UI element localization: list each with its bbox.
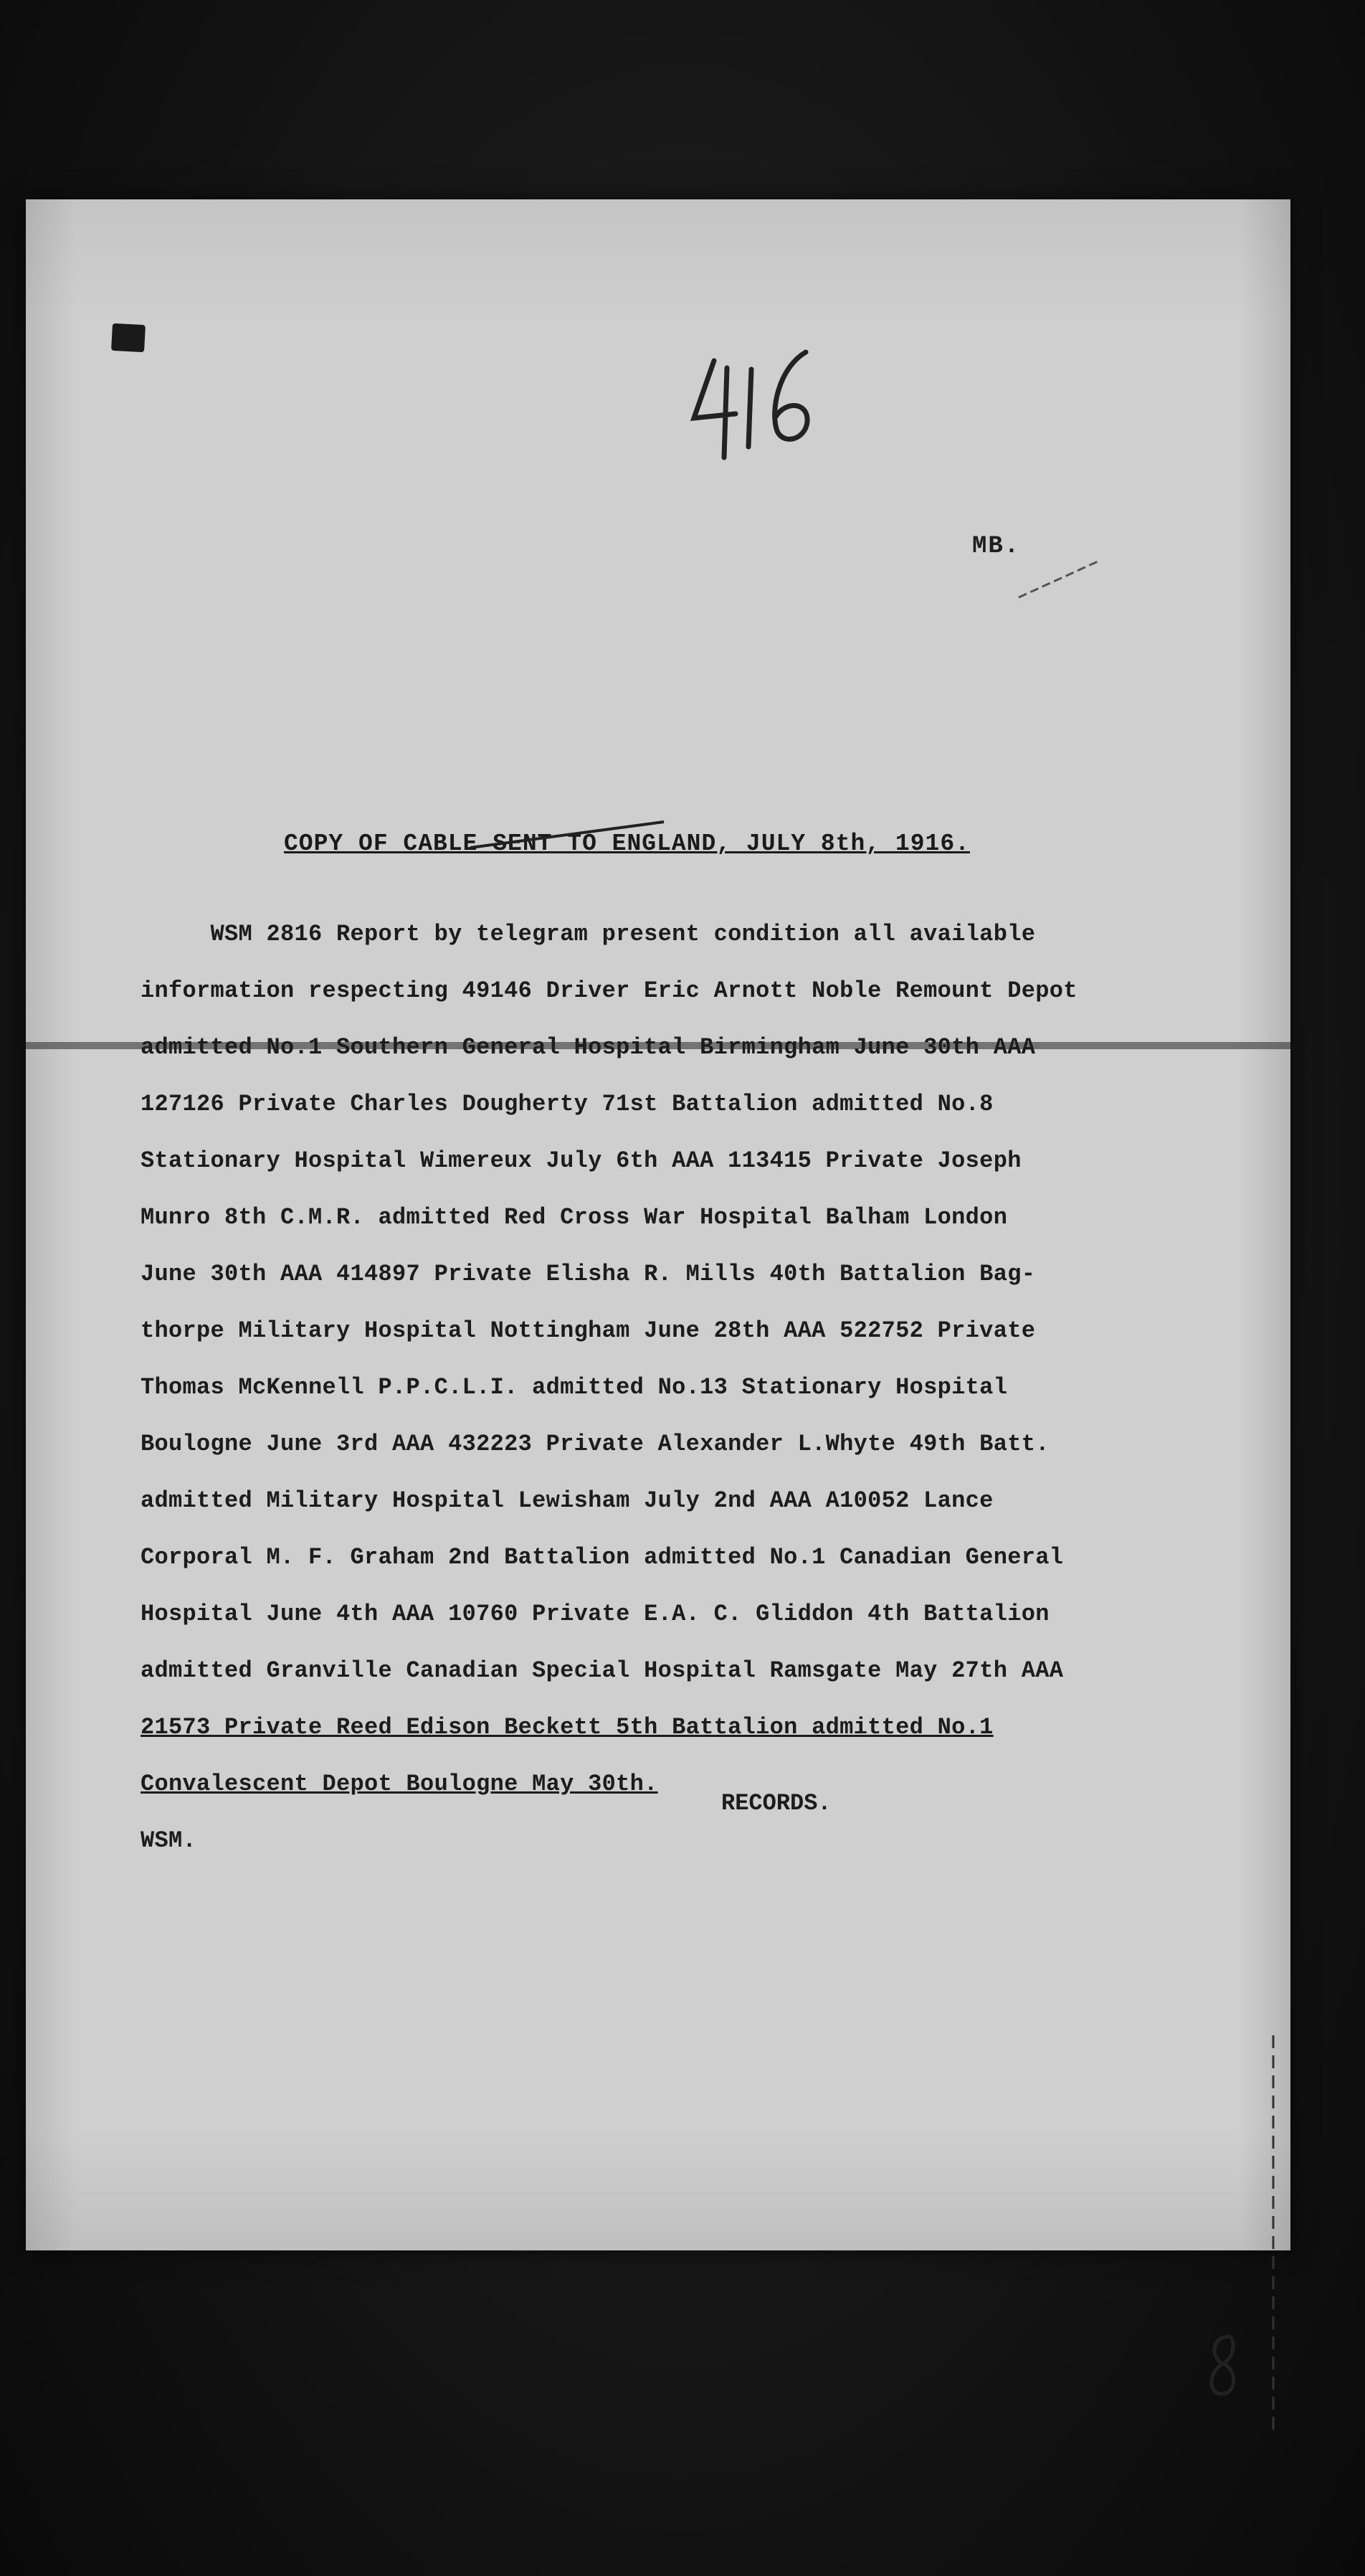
signature-records: RECORDS. <box>721 1790 832 1817</box>
pencil-tick-mark <box>1015 558 1101 601</box>
body-line: 127126 Private Charles Dougherty 71st Battalion admitted No.8 <box>141 1091 994 1117</box>
page-edge-marks <box>1259 2035 1288 2437</box>
body-line: June 30th AAA 414897 Private Elisha R. Mills 40th Battalion Bag- <box>141 1261 1036 1287</box>
body-line: Stationary Hospital Wimereux July 6th AAA 113415 Private Joseph <box>141 1147 1022 1174</box>
body-line: 21573 Private Reed Edison Beckett 5th Battalion admitted No.1 <box>141 1714 994 1741</box>
body-line: Corporal M. F. Graham 2nd Battalion admitted No.1 Canadian General <box>141 1544 1064 1571</box>
cable-body <box>141 906 1259 1869</box>
body-line: information respecting 49146 Driver Eric Arnott Noble Remount Depot <box>141 977 1078 1004</box>
body-line: WSM 2816 Report by telegram present condition all available <box>141 921 1036 947</box>
handwritten-page-number <box>1202 2329 1245 2401</box>
sender-code: WSM. <box>141 1827 197 1854</box>
body-line: Convalescent Depot Boulogne May 30th. <box>141 1771 658 1797</box>
initials-mark: MB. <box>972 533 1021 560</box>
document-page <box>26 199 1290 2250</box>
body-line: Boulogne June 3rd AAA 432223 Private Alexander L.Whyte 49th Batt. <box>141 1431 1050 1457</box>
body-line: Thomas McKennell P.P.C.L.I. admitted No.13 Stationary Hospital <box>141 1374 1008 1401</box>
body-line: Hospital June 4th AAA 10760 Private E.A. C. Gliddon 4th Battalion <box>141 1601 1050 1627</box>
body-line: Munro 8th C.M.R. admitted Red Cross War Hospital Balham London <box>141 1204 1008 1231</box>
binder-clip-mark <box>111 323 146 352</box>
handwritten-folio-number <box>685 339 829 468</box>
body-line: thorpe Military Hospital Nottingham June 28th AAA 522752 Private <box>141 1317 1036 1344</box>
body-line: admitted No.1 Southern General Hospital Birmingham June 30th AAA <box>141 1034 1036 1061</box>
document-heading: COPY OF CABLE SENT TO ENGLAND, JULY 8th, 1916. <box>284 830 970 857</box>
body-line: admitted Military Hospital Lewisham July 2nd AAA A10052 Lance <box>141 1487 994 1514</box>
body-line: admitted Granville Canadian Special Hospital Ramsgate May 27th AAA <box>141 1657 1064 1684</box>
strikethrough-mark <box>467 818 667 853</box>
